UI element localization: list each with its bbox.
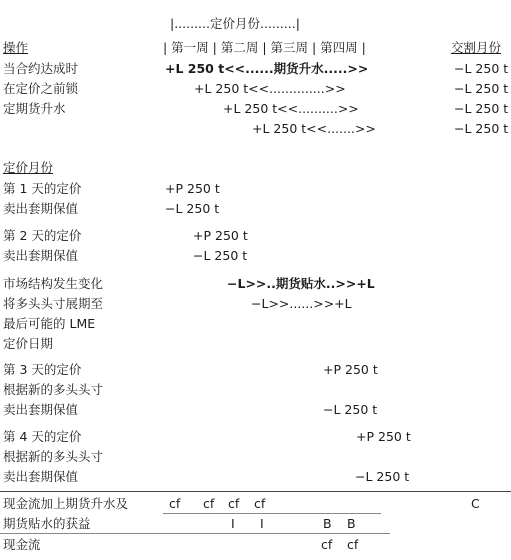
market-label-1: 市场结构发生变化 (3, 276, 104, 291)
market-label-4: 定价日期 (3, 336, 54, 351)
row4-entry: +L 250 t<<.......>> (252, 121, 376, 136)
cash-c: C (471, 496, 480, 511)
cashflow-label-3: 现金流 (3, 537, 41, 552)
cashflow-top-rule (0, 491, 511, 492)
day3-buy: +P 250 t (323, 362, 378, 377)
row3-entry: +L 250 t<<..........>> (223, 101, 359, 116)
day2-sell: −L 250 t (193, 248, 248, 263)
day4-label-c: 卖出套期保值 (3, 469, 79, 484)
market-line-2: −L>>......>>+L (251, 296, 352, 311)
day3-label-a: 第 3 天的定价 (3, 362, 82, 377)
day1-sell: −L 250 t (165, 201, 220, 216)
day2-label-b: 卖出套期保值 (3, 248, 79, 263)
day3-sell: −L 250 t (323, 402, 378, 417)
day4-label-a: 第 4 天的定价 (3, 429, 82, 444)
day4-buy: +P 250 t (356, 429, 411, 444)
day2-buy: +P 250 t (193, 228, 248, 243)
income-i2: I (260, 516, 264, 531)
pricing-month-header: |.........定价月份.........| (170, 16, 300, 31)
income-i1: I (231, 516, 235, 531)
market-line-1: −L>>..期货贴水..>>+L (227, 276, 375, 291)
row2-delivery: −L 250 t (454, 81, 509, 96)
row3-label: 定期货升水 (3, 101, 66, 116)
day3-label-b: 根据新的多头头寸 (3, 382, 104, 397)
pricing-month-title: 定价月份 (3, 160, 54, 175)
row1-delivery: −L 250 t (454, 61, 509, 76)
row4-delivery: −L 250 t (454, 121, 509, 136)
row1-entry: +L 250 t<<......期货升水.....>> (165, 61, 369, 76)
market-label-2: 将多头头寸展期至 (3, 296, 104, 311)
cashflow-mid-rule (163, 513, 381, 514)
day3-label-c: 卖出套期保值 (3, 402, 79, 417)
row2-label: 在定价之前锁 (3, 81, 79, 96)
day4-label-b: 根据新的多头头寸 (3, 449, 104, 464)
cf-final-1: cf (321, 537, 333, 552)
cf-week4: cf (254, 496, 266, 511)
cashflow-label-1: 现金流加上期货升水及 (3, 496, 129, 511)
backwardation-b2: B (347, 516, 356, 531)
weeks-header: | 第一周 | 第二周 | 第三周 | 第四周 | (163, 40, 366, 55)
cf-final-2: cf (347, 537, 359, 552)
cf-week1: cf (169, 496, 181, 511)
operation-heading: 操作 (3, 40, 29, 55)
day1-label-b: 卖出套期保值 (3, 201, 79, 216)
row2-entry: +L 250 t<<..............>> (194, 81, 346, 96)
market-label-3: 最后可能的 LME (3, 316, 96, 331)
day2-label-a: 第 2 天的定价 (3, 228, 82, 243)
row1-label: 当合约达成时 (3, 61, 79, 76)
cashflow-label-2: 期货贴水的获益 (3, 516, 91, 531)
cf-week3: cf (228, 496, 240, 511)
day1-buy: +P 250 t (165, 181, 220, 196)
day4-sell: −L 250 t (355, 469, 410, 484)
cashflow-lower-rule (0, 533, 390, 534)
delivery-month-heading: 交割月份 (451, 40, 502, 55)
row3-delivery: −L 250 t (454, 101, 509, 116)
cf-week2: cf (203, 496, 215, 511)
day1-label-a: 第 1 天的定价 (3, 181, 82, 196)
backwardation-b1: B (323, 516, 332, 531)
